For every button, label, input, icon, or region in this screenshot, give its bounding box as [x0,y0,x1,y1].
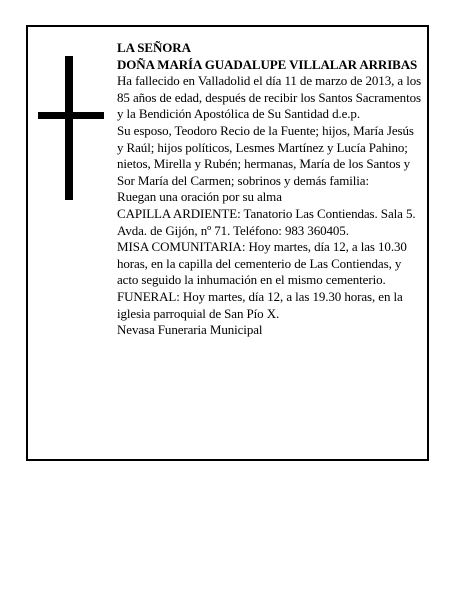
chapel-info: CAPILLA ARDIENTE: Tanatorio Las Contiendas. Sala 5. Avda. de Gijón, nº 71. Teléfono: 983 360405. [117,205,416,238]
mass-info: MISA COMUNITARIA: Hoy martes, día 12, a las 10.30 horas, en la capilla del cementerio de Las Contiendas, y acto seguido la inhumación en el mismo cementerio. [117,239,407,288]
notice-content [117,40,423,339]
family-list: Su esposo, Teodoro Recio de la Fuente; hijos, María Jesús y Raúl; hijos políticos, Lesmes Martínez y Lucía Pahino; nietos, Mirella y Rubén; hermanas, María de los Santos y Sor María del Carmen; sobrinos y demás familia: [117,122,414,188]
cross-icon [38,56,104,200]
funeral-info: FUNERAL: Hoy martes, día 12, a las 19.30 horas, en la iglesia parroquial de San Pío X. [117,288,403,321]
deceased-name: DOÑA MARÍA GUADALUPE VILLALAR ARRIBAS [117,56,418,72]
funeral-home: Nevasa Funeraria Municipal [117,322,263,338]
cross-horizontal-bar [38,112,104,119]
obituary-notice [26,25,429,461]
death-announcement: Ha fallecido en Valladolid el día 11 de marzo de 2013, a los 85 años de edad, después de recibir los Santos Sacramentos y la Bendición Apostólica de Su Santidad d.e.p. [117,73,422,122]
cross-vertical-bar [65,56,73,200]
notice-heading-title: LA SEÑORA [117,40,191,55]
prayer-request: Ruegan una oración por su alma [117,189,282,205]
